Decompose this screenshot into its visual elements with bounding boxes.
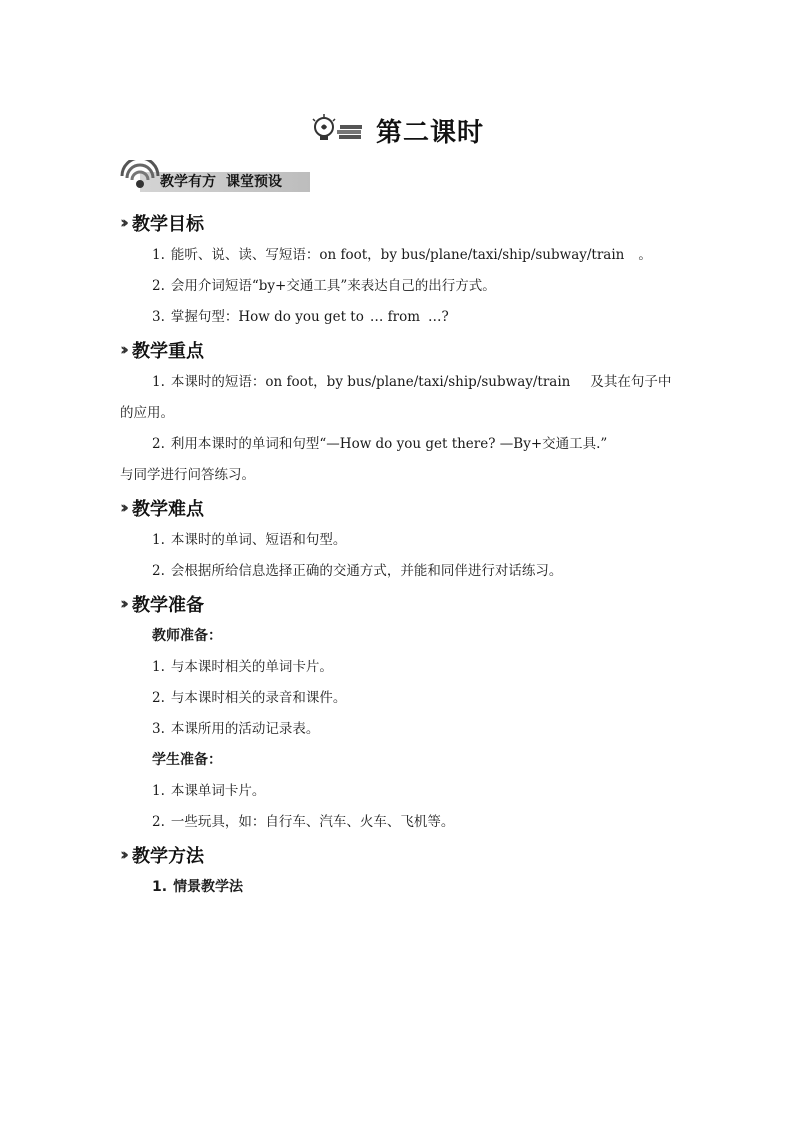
list-item: 3. 掌握句型：How do you get to … from …? (152, 309, 449, 325)
list-item: 2. 会根据所给信息选择正确的交通方式，并能和同伴进行对话练习。 (152, 563, 563, 579)
list-item: 2. 一些玩具，如：自行车、汽车、火车、飞机等。 (152, 814, 455, 830)
lightbulb-books-icon (310, 113, 366, 147)
broadcast-icon (118, 160, 162, 194)
section-key-points (120, 333, 680, 491)
list-item: 2. 利用本课时的单词和句型“—How do you get there? —By+交通工具.” (152, 436, 608, 452)
section-heading: ›› 教学方法 (120, 845, 205, 867)
double-chevron-icon: ›› (120, 340, 125, 360)
student-prep-label: 学生准备： (152, 752, 222, 768)
banner-right: 课堂预设 (226, 174, 282, 190)
list-item: 1. 本课时的短语：on foot，by bus/plane/taxi/ship/subway/train 及其在句子中 (152, 374, 672, 390)
list-item: 1. 本课时的单词、短语和句型。 (152, 532, 347, 548)
double-chevron-icon: ›› (120, 594, 125, 614)
section-banner (118, 160, 310, 194)
double-chevron-icon: ›› (120, 213, 125, 233)
list-item: 3. 本课所用的活动记录表。 (152, 721, 320, 737)
banner-text (160, 172, 282, 192)
list-item: 1. 本课单词卡片。 (152, 783, 266, 799)
section-heading: ›› 教学重点 (120, 340, 205, 362)
section-heading: ›› 教学难点 (120, 498, 205, 520)
teacher-prep-label: 教师准备： (152, 628, 222, 644)
list-item-continuation: 与同学进行问答练习。 (120, 467, 255, 483)
lesson-content (120, 206, 680, 903)
section-preparation (120, 587, 680, 838)
section-methods (120, 838, 680, 903)
double-chevron-icon: ›› (120, 498, 125, 518)
list-item: 2. 与本课时相关的录音和课件。 (152, 690, 347, 706)
list-item: 1. 情景教学法 (152, 879, 244, 895)
page-title: 第二课时 (375, 117, 484, 148)
double-chevron-icon: ›› (120, 845, 125, 865)
section-difficulties (120, 491, 680, 587)
list-item: 1. 能听、说、读、写短语：on foot，by bus/plane/taxi/ship/subway/train 。 (152, 247, 652, 263)
list-item-continuation: 的应用。 (120, 405, 174, 421)
section-heading: ›› 教学准备 (120, 594, 205, 616)
section-objectives (120, 206, 680, 333)
list-item: 1. 与本课时相关的单词卡片。 (152, 659, 333, 675)
section-heading: ›› 教学目标 (120, 213, 205, 235)
list-item: 2. 会用介词短语“by+交通工具”来表达自己的出行方式。 (152, 278, 496, 294)
banner-left: 教学有方 (160, 174, 216, 190)
page-header (0, 108, 794, 152)
